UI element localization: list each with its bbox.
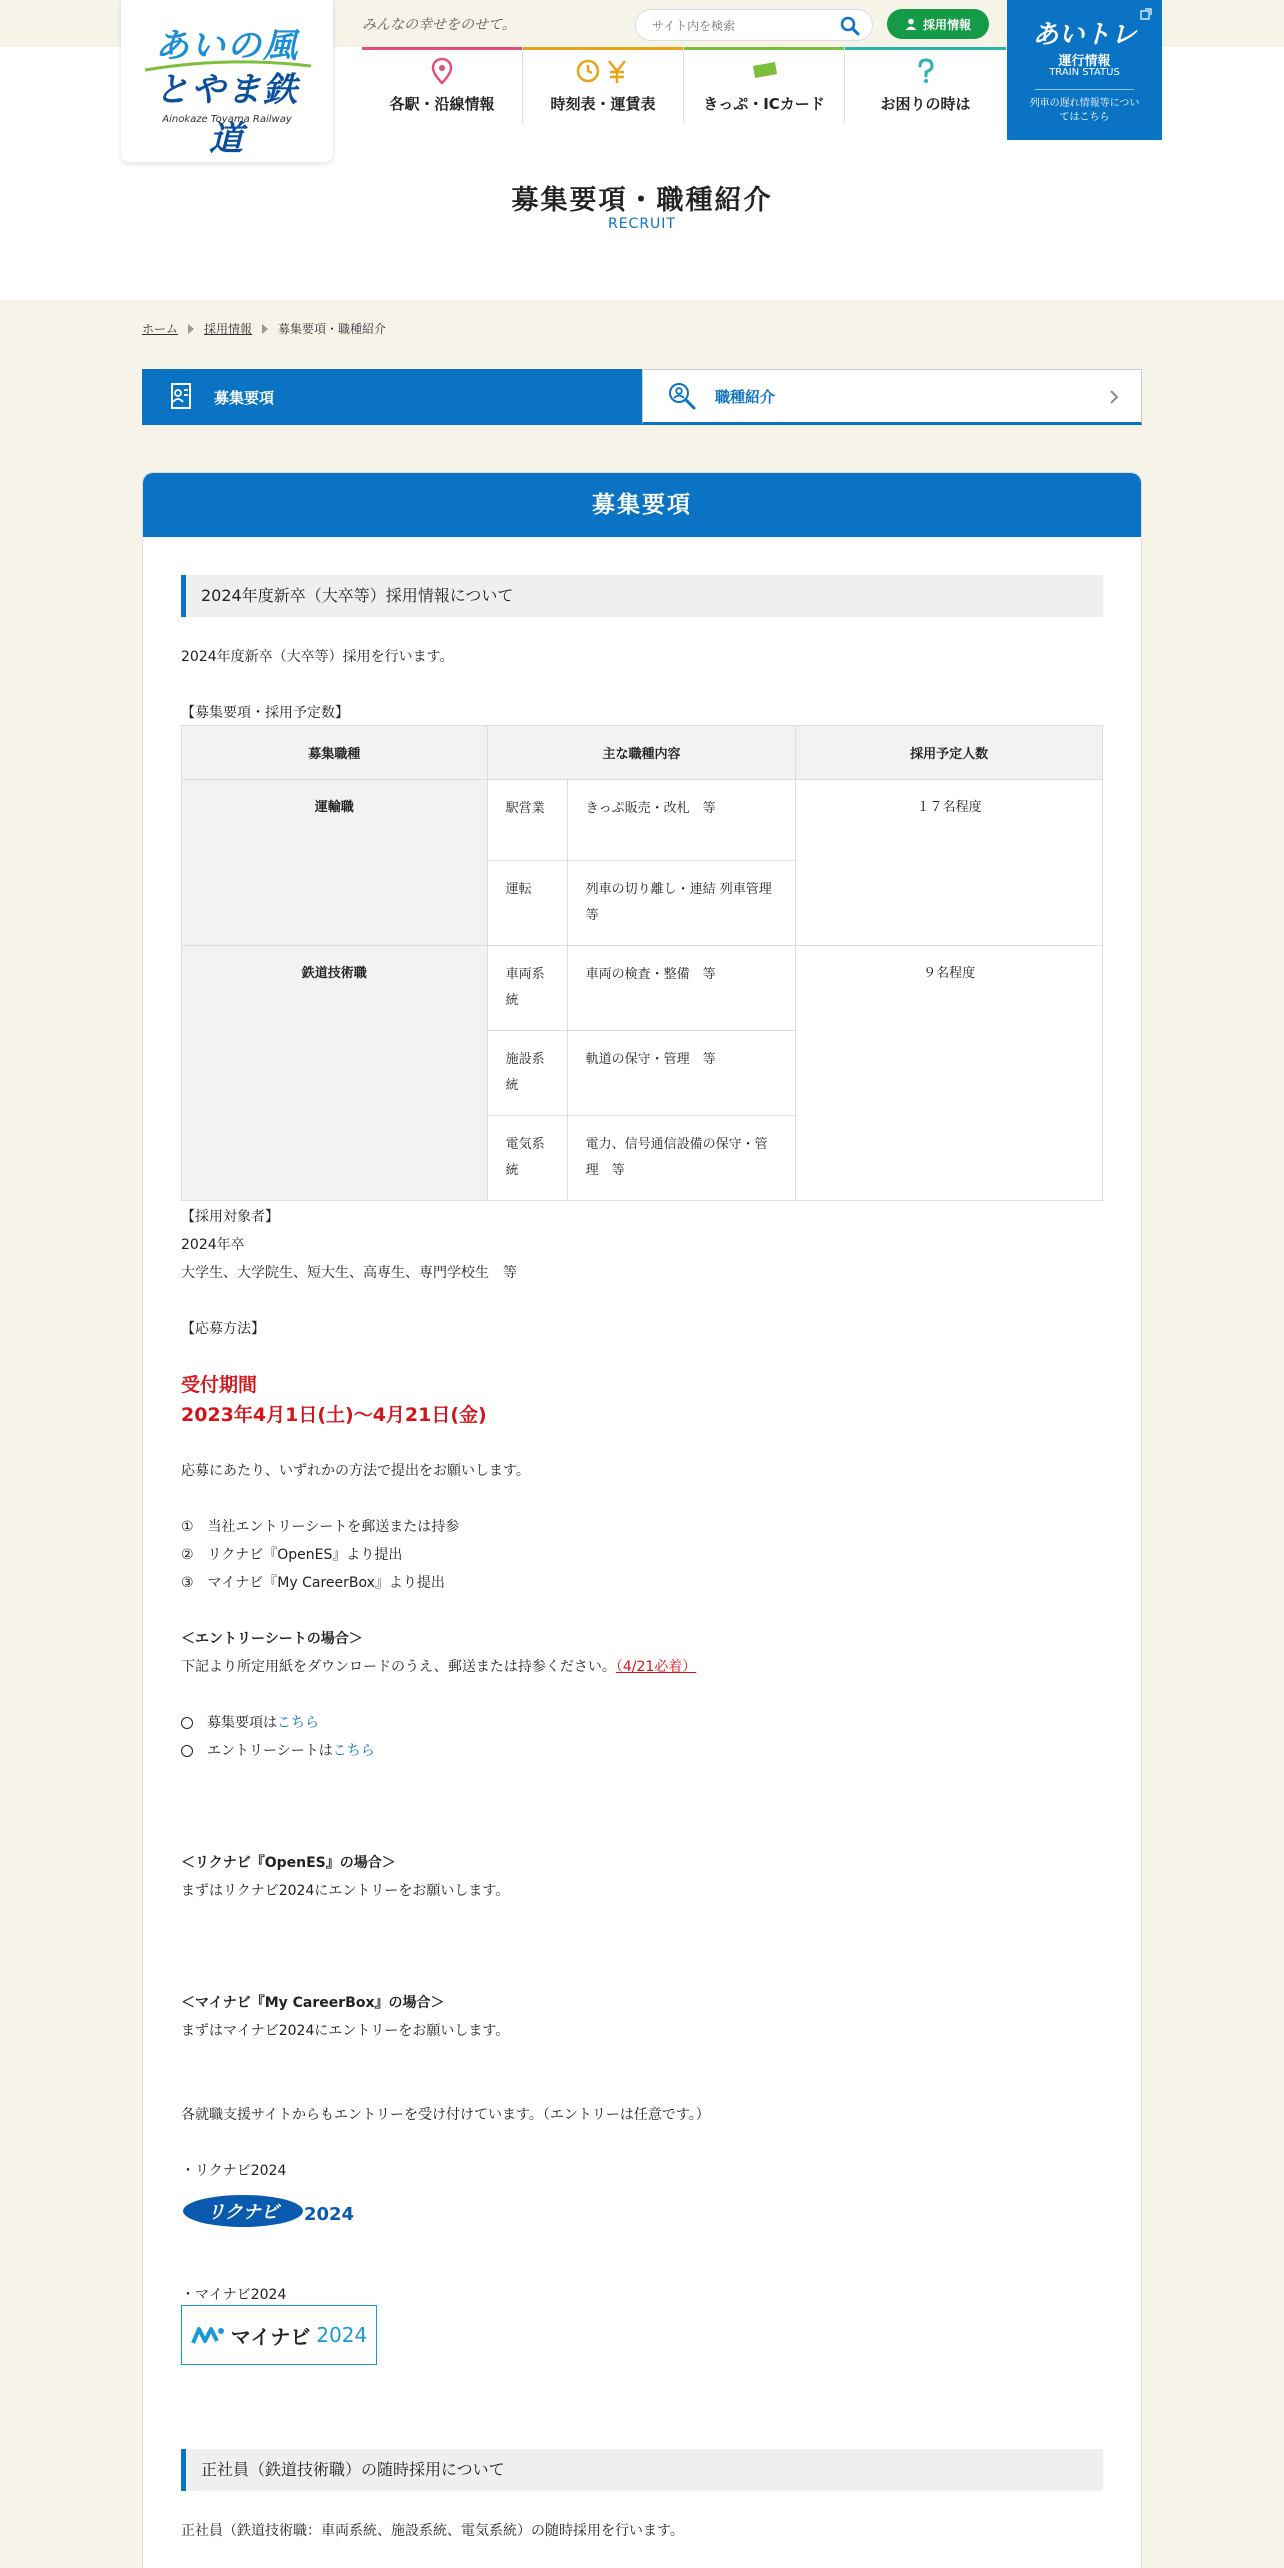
- rikunabi-logo-year: 2024: [303, 2204, 355, 2225]
- nav-timetable[interactable]: [523, 47, 684, 123]
- table-desc: 列車の切り離し・連結 列車管理 等: [567, 861, 796, 946]
- question-icon: [912, 57, 940, 85]
- tab-job-types-label: 職種紹介: [715, 387, 776, 406]
- table-count-engineering: ９名程度: [796, 946, 1103, 1201]
- nav-tickets-label: きっぷ・ICカード: [703, 94, 825, 113]
- download-item: [181, 1737, 375, 1765]
- download-entry-sheet-link[interactable]: こちら: [332, 1743, 375, 1759]
- site-header: [0, 0, 1284, 159]
- download-label: エントリーシートは: [207, 1743, 333, 1759]
- download-label: 募集要項は: [207, 1715, 277, 1731]
- table-sub: 運転: [487, 861, 567, 946]
- page-title: 募集要項・職種紹介: [511, 185, 773, 216]
- recruitment-table: [181, 725, 1103, 1201]
- download-item: [181, 1709, 319, 1737]
- breadcrumb-home[interactable]: ホーム: [142, 322, 179, 336]
- breadcrumb-current: 募集要項・職種紹介: [278, 322, 387, 336]
- section-heading-newgrad: 2024年度新卒（大卒等）採用情報について: [181, 575, 1103, 617]
- table-header-category: 募集職種: [182, 726, 488, 780]
- table-header-row: [182, 726, 1103, 780]
- target-year: 2024年卒: [181, 1237, 245, 1253]
- table-desc: 軌道の保守・管理 等: [567, 1031, 796, 1116]
- period-label: 受付期間: [181, 1374, 258, 1396]
- logo-line1: あいの風: [155, 26, 299, 66]
- period-dates: 2023年4月1日(土)～4月21日(金): [181, 1404, 487, 1426]
- method-1: ① 当社エントリーシートを郵送または持参: [181, 1519, 460, 1535]
- recruit-tabs: [142, 369, 1142, 425]
- circle-bullet-icon: [181, 1717, 193, 1729]
- nav-stations-bar: [362, 47, 522, 50]
- table-desc: きっぷ販売・改札 等: [567, 780, 796, 861]
- table-caption: 【募集要項・採用予定数】: [181, 705, 349, 721]
- es-text-row: [181, 1653, 696, 1681]
- global-nav: [362, 47, 1006, 123]
- circle-bullet-icon: [181, 1745, 193, 1757]
- table-count-transport: １７名程度: [796, 780, 1103, 946]
- recruit-info-label: 採用情報: [922, 17, 971, 32]
- ticket-icon: [750, 57, 778, 85]
- table-row: [182, 946, 1103, 1031]
- nav-timetable-label: 時刻表・運賃表: [550, 94, 656, 113]
- mynavi-logo-mark-icon: [191, 2325, 225, 2345]
- nav-help[interactable]: [845, 47, 1006, 123]
- section-heading-engineering: 正社員（鉄道技術職）の随時採用について: [181, 2449, 1103, 2491]
- page-title-en: RECRUIT: [607, 216, 676, 232]
- rikunabi-text: まずはリクナビ2024にエントリーをお願いします。: [181, 1883, 510, 1899]
- search-icon[interactable]: [840, 16, 860, 36]
- clock-yen-icon: [575, 57, 631, 85]
- status-title-en: TRAIN STATUS: [1049, 67, 1120, 78]
- es-heading: ＜エントリーシートの場合＞: [181, 1631, 363, 1647]
- mynavi-logo-text: マイナビ: [230, 2324, 311, 2349]
- rikunabi-logo-text: リクナビ: [207, 2202, 279, 2223]
- method-3: ③ マイナビ『My CareerBox』より提出: [181, 1575, 445, 1591]
- nav-help-label: お困りの時は: [880, 94, 971, 113]
- chevron-right-icon: [1109, 390, 1119, 404]
- site-search: [635, 9, 873, 41]
- mynavi-logo-year: 2024: [316, 2323, 368, 2347]
- table-desc: 車両の検査・整備 等: [567, 946, 796, 1031]
- site-logo[interactable]: [121, 0, 333, 162]
- target-desc: 大学生、大学院生、短大生、高専生、専門学校生 等: [181, 1265, 517, 1281]
- table-sub: 施設系統: [487, 1031, 567, 1116]
- nav-tickets[interactable]: [684, 47, 845, 123]
- table-desc: 電力、信号通信設備の保守・管理 等: [567, 1116, 796, 1201]
- table-header-count: 採用予定人数: [796, 726, 1103, 780]
- table-sub: 電気系統: [487, 1116, 567, 1201]
- mynavi-heading: ＜マイナビ『My CareerBox』の場合＞: [181, 1995, 445, 2011]
- search-person-icon: [667, 381, 697, 411]
- breadcrumb: [142, 320, 386, 337]
- document-person-icon: [166, 382, 196, 412]
- person-icon: [905, 18, 917, 30]
- tab-job-types[interactable]: [642, 369, 1142, 425]
- table-sub: 駅営業: [487, 780, 567, 861]
- status-title: 運行情報: [1058, 54, 1111, 69]
- location-pin-icon: [428, 57, 456, 85]
- method-2: ② リクナビ『OpenES』より提出: [181, 1547, 403, 1563]
- nav-help-bar: [845, 47, 1006, 50]
- breadcrumb-recruit[interactable]: 採用情報: [204, 322, 253, 336]
- status-divider: [1035, 89, 1134, 90]
- table-header-content: 主な職種内容: [487, 726, 796, 780]
- logo-line2: とやま鉄道: [155, 70, 299, 159]
- section2-intro: 正社員（鉄道技術職：車両系統、施設系統、電気系統）の随時採用を行います。: [181, 2523, 684, 2539]
- nav-tickets-bar: [684, 47, 844, 50]
- es-deadline: （4/21必着）: [615, 1659, 697, 1675]
- target-label: 【採用対象者】: [181, 1209, 279, 1225]
- search-input[interactable]: [652, 16, 832, 36]
- download-guidelines-link[interactable]: こちら: [277, 1715, 319, 1731]
- table-sub: 車両系統: [487, 946, 567, 1031]
- table-category-transport: 運輸職: [182, 780, 488, 946]
- table-category-engineering: 鉄道技術職: [182, 946, 488, 1201]
- rikunabi-label: ・リクナビ2024: [181, 2163, 287, 2179]
- status-note: 列車の遅れ情報等についてはこちら: [1029, 98, 1140, 123]
- logo-subtitle: Ainokaze Toyama Railway: [162, 114, 292, 125]
- breadcrumb-separator-icon: [262, 324, 268, 334]
- rikunabi-logo[interactable]: [181, 2189, 363, 2231]
- rikunabi-heading: ＜リクナビ『OpenES』の場合＞: [181, 1855, 396, 1871]
- recruit-info-button[interactable]: [887, 9, 989, 39]
- table-row: [182, 780, 1103, 861]
- nav-stations[interactable]: [362, 47, 523, 123]
- apply-label: 【応募方法】: [181, 1321, 265, 1337]
- tagline: みんなの幸せをのせて。: [362, 17, 516, 33]
- es-text: 下記より所定用紙をダウンロードのうえ、郵送または持参ください。: [181, 1659, 616, 1675]
- tab-requirements[interactable]: [142, 369, 642, 425]
- card-title: 募集要項: [143, 473, 1141, 537]
- nav-stations-label: 各駅・沿線情報: [389, 94, 495, 113]
- breadcrumb-separator-icon: [188, 324, 194, 334]
- mynavi-label: ・マイナビ2024: [181, 2287, 287, 2303]
- tab-requirements-label: 募集要項: [214, 388, 275, 407]
- nav-timetable-bar: [523, 47, 683, 50]
- intro-text: 2024年度新卒（大卒等）採用を行います。: [181, 649, 454, 665]
- content-card: [142, 472, 1142, 2568]
- apply-intro: 応募にあたり、いずれかの方法で提出をお願いします。: [181, 1463, 530, 1479]
- status-logo: あいトレ: [1032, 20, 1137, 50]
- train-status-button[interactable]: [1007, 0, 1162, 140]
- wave-divider: [0, 230, 1284, 300]
- mynavi-text: まずはマイナビ2024にエントリーをお願いします。: [181, 2023, 510, 2039]
- other-sites-text: 各就職支援サイトからもエントリーを受け付けています。（エントリーは任意です。）: [181, 2107, 710, 2123]
- mynavi-logo[interactable]: [181, 2305, 377, 2365]
